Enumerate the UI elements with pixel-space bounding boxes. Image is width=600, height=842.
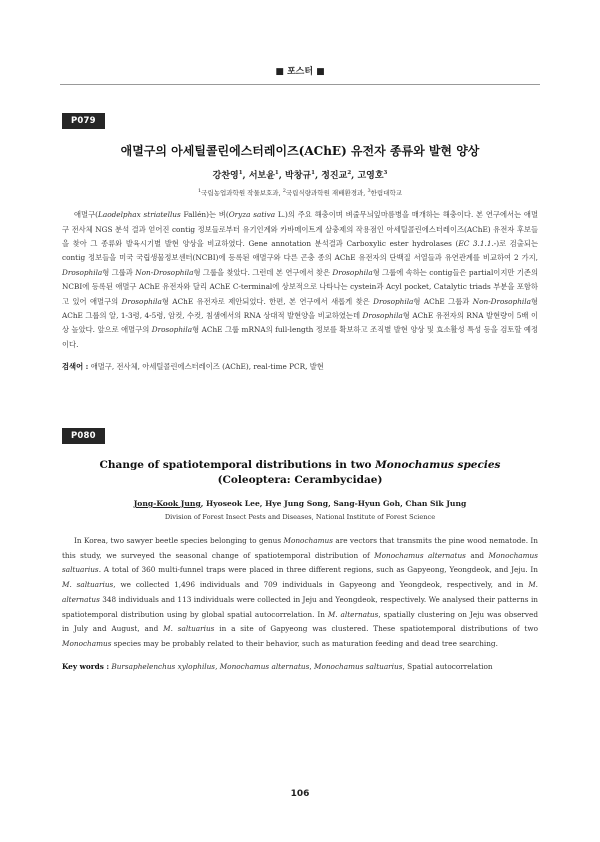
affiliation-mark: 2 bbox=[282, 188, 286, 194]
italic-term: Monochamus alternatus bbox=[219, 661, 310, 671]
header-rule bbox=[60, 84, 540, 85]
italic-term: Laodelphax striatellus bbox=[98, 210, 181, 220]
italic-term: Monochamus saltuarius bbox=[62, 550, 538, 575]
presenting-author: Jong-Kook Jung bbox=[133, 499, 201, 508]
poster-tag: P079 bbox=[62, 113, 105, 129]
italic-term: M. saltuarius bbox=[163, 624, 215, 634]
page-number: 106 bbox=[290, 789, 310, 799]
italic-term: Drosophila bbox=[62, 267, 103, 277]
italic-term: M. alternatus bbox=[62, 580, 538, 604]
italic-term: Drosophila bbox=[362, 311, 403, 320]
italic-term: Monochamus species bbox=[375, 459, 501, 471]
keywords-label: Key words : bbox=[62, 661, 110, 671]
italic-term: Non-Drosophila bbox=[135, 267, 194, 277]
author-affiliation-mark: 1 bbox=[311, 170, 315, 176]
author-name: 박창규 bbox=[285, 171, 312, 181]
section-header: ■ 포스터 ■ bbox=[275, 67, 325, 77]
author-name: 강찬영 bbox=[212, 171, 239, 181]
keywords-text: 애멸구, 전사체, 아세틸콜린에스터레이즈 (AChE), real-time PCR, 발현 bbox=[88, 362, 324, 372]
italic-term: Oryza sativa bbox=[228, 210, 276, 220]
italic-term: Monochamus bbox=[62, 638, 112, 648]
italic-term: Drosophila bbox=[121, 296, 162, 306]
affiliation-name: 국립농업과학원 작물보호과, bbox=[201, 189, 283, 198]
author-affiliation-mark: 3 bbox=[383, 170, 388, 176]
affiliation-list bbox=[62, 186, 538, 198]
italic-term: Monochamus bbox=[283, 536, 333, 545]
abstract-p080 bbox=[62, 423, 538, 674]
abstract-p079 bbox=[62, 108, 538, 374]
author-affiliation-mark: 1 bbox=[274, 170, 279, 176]
italic-term: EC 3.1.1.- bbox=[458, 238, 497, 248]
keywords-label: 검색어 : bbox=[62, 362, 89, 372]
italic-term: Drosophila bbox=[373, 296, 414, 306]
abstract-body: 애멸구(Laodelphax striatellus Fallén)는 벼(Oryza sativa L.)의 주요 해충이며 벼줄무늬잎마름병을 매개하는 해충이다. 본 연구에서는 애멸구 전사체 NGS 분석 결과 얻어진 contig 정보들로부터 유기인계와 카바메이트계 살충제의 작용점인 아세틸콜린에스터레이즈(AChE) 유전자 후보들을 찾아 그 종류와 발육시기별 발현 양상을 비교하였다. Gene annotation 분석결과 Carboxylic ester hydrolases (EC 3.1.1.-)로 검출되는 contig 정보들을 미국 국립생물정보센터(NCBI)에 등록된 애멸구와 다른 곤충 종의 AChE 유전자의 단백질 서열들과 유연관계를 비교하여 2 가지, Drosophila형 그룹과 Non-Drosophila형 그룹을 찾았다. 그런데 본 연구에서 찾은 Drosophila형 그룹에 속하는 contig들은 partial이지만 기존의 NCBI에 등록된 애멸구 AChE 유전자와 달리 AChE C-terminal에 상보적으로 나타나는 cystein과 Acyl pocket, Catalytic triads 부분을 포함하고 있어 애멸구의 Drosophila형 AChE 유전자로 제안되었다. 한편, 본 연구에서 새롭게 찾은 Drosophila형 AChE 그룹과 Non-Drosophila형 AChE 그룹의 알, 1-3령, 4-5령, 암컷, 수컷, 침샘에서의 RNA 상대적 발현양을 비교하였는데 Drosophila형 AChE 유전자의 RNA 발현량이 5배 이상 높았다. 앞으로 애멸구의 Drosophila형 AChE 그룹 mRNA의 full-length 정보를 확보하고 조직별 발현 양상 및 효소활성 특성 등을 검토할 예정이다. bbox=[62, 210, 539, 349]
affiliation: Division of Forest Insect Pests and Diseases, National Institute of Forest Science bbox=[164, 513, 436, 521]
abstract-body: In Korea, two sawyer beetle species belonging to genus Monochamus are vectors that transmits the pine wood nematode. In this study, we surveyed the seasonal change of spatiotemporal distribution of Monochamus alternatus and Monochamus saltuarius. A total of 360 multi-funnel traps were placed in three different regions, such as Gapyeong, Yeongdeok, and Jeju. In M. saltuarius, we collected 1,496 individuals and 709 individuals in Gapyeong and Yeongdeok, respectively, and in M. alternatus 348 individuals and 113 individuals were collected in Jeju and Yeongdeok, respectively. We analysed their patterns in spatiotemporal distribution using by global spatial autocorrelation. In M. alternatus, spatially clustering on Jeju was observed in July and August, and M. saltuarius in a site of Gapyeong was clustered. These spatiotemporal distributions of two Monochamus species may be probably related to their behavior, such as maturation feeding and dead tree searching. bbox=[62, 536, 539, 648]
author-name: 고영호 bbox=[357, 171, 384, 181]
affiliation-mark: 3 bbox=[367, 188, 371, 194]
italic-term: Monochamus saltuarius bbox=[313, 661, 403, 671]
author-list bbox=[62, 498, 538, 509]
keywords-text: Bursaphelenchus xylophilus, Monochamus alternatus, Monochamus saltuarius, Spatial autocorrelation bbox=[111, 661, 493, 671]
italic-term: Drosophila bbox=[151, 325, 193, 335]
abstract-title: 애멸구의 아세틸콜린에스터레이즈(AChE) 유전자 종류와 발현 양상 bbox=[120, 144, 480, 158]
affiliation-name: 한림대학교 bbox=[370, 189, 403, 198]
keywords bbox=[62, 360, 538, 374]
author-affiliation-mark: 2 bbox=[347, 170, 352, 176]
italic-term: Bursaphelenchus xylophilus bbox=[111, 661, 216, 671]
italic-term: Monochamus alternatus bbox=[374, 550, 466, 560]
author-affiliation-mark: 1 bbox=[238, 170, 243, 176]
italic-term: M. saltuarius bbox=[62, 580, 114, 590]
affiliation-name: 국립식량과학원 재배환경과, bbox=[285, 189, 368, 198]
keywords bbox=[62, 660, 538, 674]
author-list: 강찬영$^1$, 서보윤$^1$, 박창규$^1$, 정진교$^2$, 고영호$^3$ bbox=[212, 170, 388, 181]
abstract-title: Change of spatiotemporal distributions in two Monochamus species (Coleoptera: Cerambycidae) bbox=[99, 459, 501, 486]
co-authors: , Hyoseok Lee, Hye Jung Song, Sang-Hyun Goh, Chan Sik Jung bbox=[200, 499, 467, 508]
author-name: 서보윤 bbox=[248, 171, 275, 181]
affiliation-mark: 1 bbox=[197, 188, 202, 194]
poster-tag: P080 bbox=[62, 428, 105, 444]
italic-term: Drosophila bbox=[332, 267, 373, 277]
italic-term: Non-Drosophila bbox=[472, 296, 531, 306]
author-name: 정진교 bbox=[321, 171, 348, 181]
italic-term: M. alternatus bbox=[327, 609, 379, 619]
